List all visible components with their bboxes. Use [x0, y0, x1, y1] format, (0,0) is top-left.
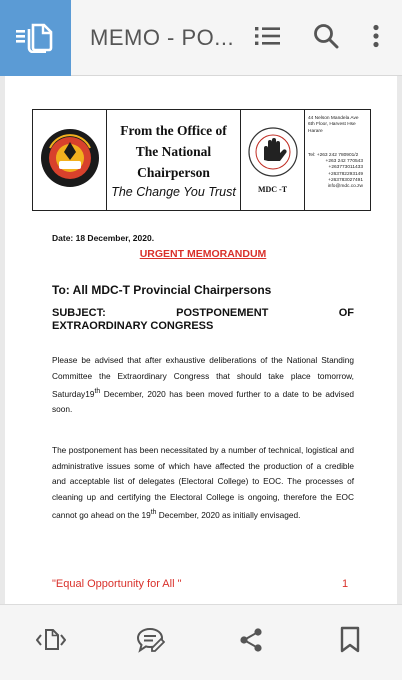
memo-date: Date: 18 December, 2020. — [52, 233, 155, 243]
search-icon — [313, 23, 339, 54]
subject-line-2: EXTRAORDINARY CONGRESS — [52, 320, 214, 332]
paragraph-1-text-end: December, 2020 has been moved further to a date to be advised soon. — [52, 388, 354, 415]
outline-button[interactable] — [254, 24, 282, 52]
search-button[interactable] — [312, 24, 340, 52]
more-options-button[interactable] — [362, 24, 390, 52]
bookmark-icon — [339, 626, 361, 659]
outline-list-icon — [255, 25, 281, 52]
party-logo-icon — [40, 128, 100, 193]
address-line-1: 44 Nelson Mandela Ave — [308, 116, 359, 121]
memo-subject — [52, 307, 354, 333]
open-hand-emblem-icon — [247, 126, 299, 183]
party-logo-cell — [33, 110, 107, 210]
phone-line-1: Tel: +263 242 780901/2 — [308, 152, 359, 158]
contact-details — [305, 110, 370, 210]
bottom-toolbar — [0, 604, 402, 680]
phone-line-2: +263 242 770543 — [325, 159, 363, 165]
subject-word-of: OF — [338, 307, 354, 319]
comment-button[interactable] — [135, 627, 165, 657]
letterhead-slogan: The Change You Trust — [111, 185, 236, 199]
share-icon — [238, 627, 264, 658]
mdct-emblem-cell — [241, 110, 305, 210]
page-number: 1 — [342, 578, 349, 590]
phone-line-3: +263773011433 — [328, 165, 363, 171]
comment-icon — [135, 626, 165, 659]
more-vert-icon — [372, 24, 380, 53]
address-line-3: Harare — [308, 128, 323, 134]
memo-paragraph-1 — [52, 353, 354, 418]
footer-slogan: "Equal Opportunity for All " — [52, 578, 182, 590]
memo-paragraph-2 — [52, 443, 354, 523]
subject-label: SUBJECT: — [52, 307, 106, 319]
emblem-label: MDC -T — [257, 185, 288, 194]
document-page[interactable] — [5, 76, 397, 604]
bookmark-button[interactable] — [335, 627, 365, 657]
letterhead — [32, 109, 371, 211]
documents-nav-button[interactable] — [0, 0, 71, 76]
paragraph-2-text-end: December, 2020 as initially envisaged. — [156, 509, 301, 520]
office-line-2: The National — [135, 144, 212, 159]
office-line-1: From the Office of — [120, 123, 227, 138]
memo-heading: URGENT MEMORANDUM — [139, 248, 267, 260]
office-line-3: Chairperson — [137, 165, 210, 180]
share-button[interactable] — [236, 627, 266, 657]
paragraph-2-text: The postponement has been necessitated by a number of technical, logistical and administrative issues some of which have affected the production of a credible and acceptable list of delegates (Electoral College) to EOC. The processes of cleaning up and certifying the Electoral College is ongoing, therefore the EOC cannot go ahead on the 19 — [52, 445, 354, 520]
phone-line-5: +263783027491 — [328, 178, 363, 184]
subject-word-postponement: POSTPONEMENT — [176, 307, 269, 319]
email-address: info@mdc.co.zw — [327, 184, 363, 190]
memo-recipients: To: All MDC-T Provincial Chairpersons — [52, 283, 272, 297]
document-title: MEMO - PO... — [90, 25, 235, 50]
office-of-chairperson — [107, 110, 241, 210]
paragraph-1-text: Please be advised that after exhaustive deliberations of the National Standing Committee the Extraordinary Congress that should take place tomorrow, Saturday19 — [52, 355, 354, 399]
address-line-2: 6th Floor, Harvest Hse — [308, 122, 356, 128]
documents-icon — [16, 19, 56, 58]
paragraph-1-superscript: th — [94, 388, 101, 395]
phone-line-4: +263782293149 — [328, 171, 363, 177]
reflow-button[interactable] — [36, 627, 66, 657]
top-app-bar — [0, 0, 402, 76]
paragraph-2-superscript: th — [150, 509, 157, 516]
reflow-icon — [36, 627, 66, 658]
